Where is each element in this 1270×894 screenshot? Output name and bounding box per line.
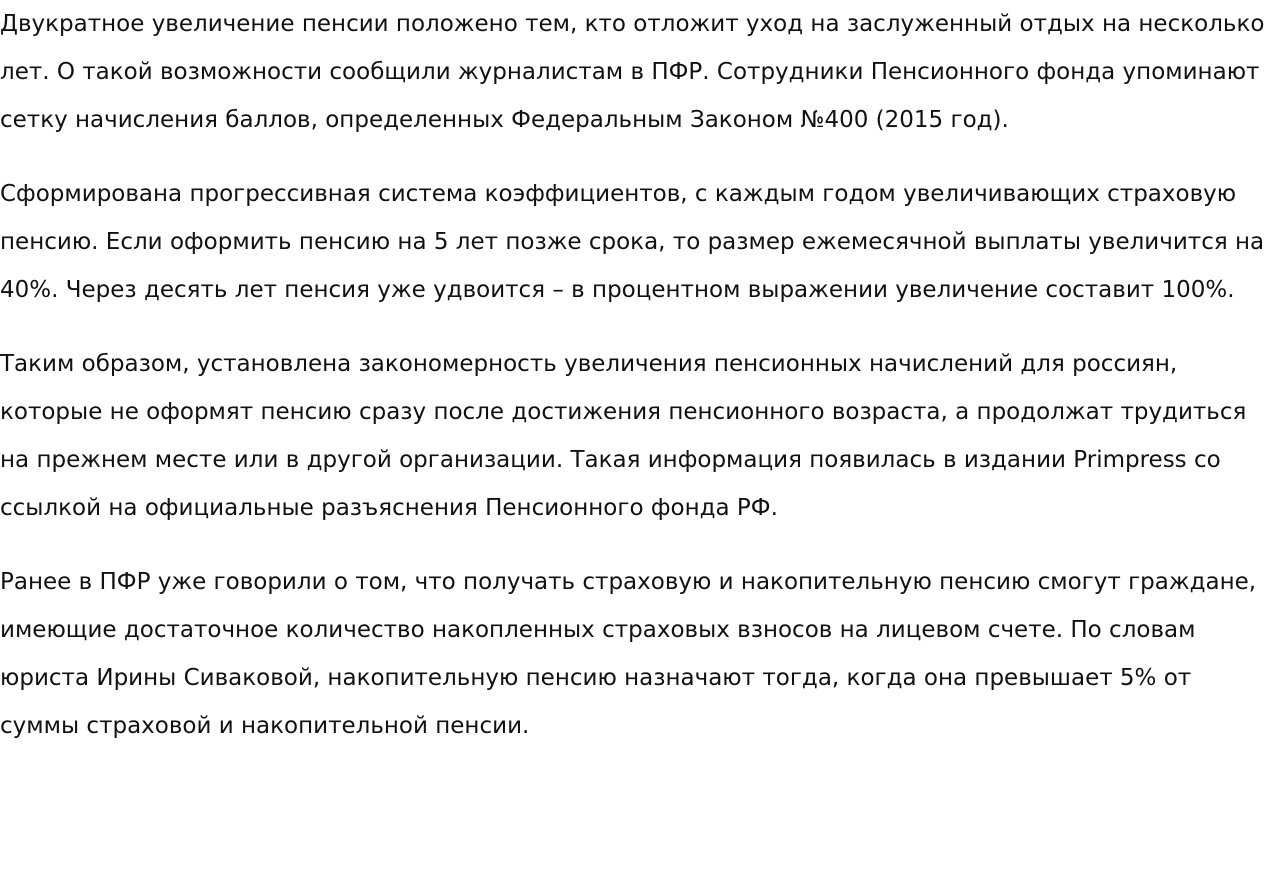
article-paragraph-2: Сформирована прогрессивная система коэффициентов, с каждым годом увеличивающих страховую пенсию. Если оформить пенсию на 5 лет позже срока, то размер ежемесячной выплаты увеличится на 40%. Через десять лет пенсия уже удвоится – в процентном выражении увеличение составит 100%.	[0, 181, 1265, 303]
article-paragraph-1: Двукратное увеличение пенсии положено тем, кто отложит уход на заслуженный отдых на несколько лет. О такой возможности сообщили журналистам в ПФР. Сотрудники Пенсионного фонда упоминают сетку начисления баллов, определенных Федеральным Законом №400 (2015 год).	[0, 11, 1265, 133]
article-paragraph-3: Таким образом, установлена закономерность увеличения пенсионных начислений для россиян, которые не оформят пенсию сразу после достижения пенсионного возраста, а продолжат трудиться на прежнем месте или в другой организации. Такая информация появилась в издании Primpress со ссылкой на официальные разъяснения Пенсионного фонда РФ.	[0, 351, 1247, 521]
article-paragraph-4: Ранее в ПФР уже говорили о том, что получать страховую и накопительную пенсию смогут граждане, имеющие достаточное количество накопленных страховых взносов на лицевом счете. По словам юриста Ирины Сиваковой, накопительную пенсию назначают тогда, когда она превышает 5% от суммы страховой и накопительной пенсии.	[0, 569, 1257, 739]
